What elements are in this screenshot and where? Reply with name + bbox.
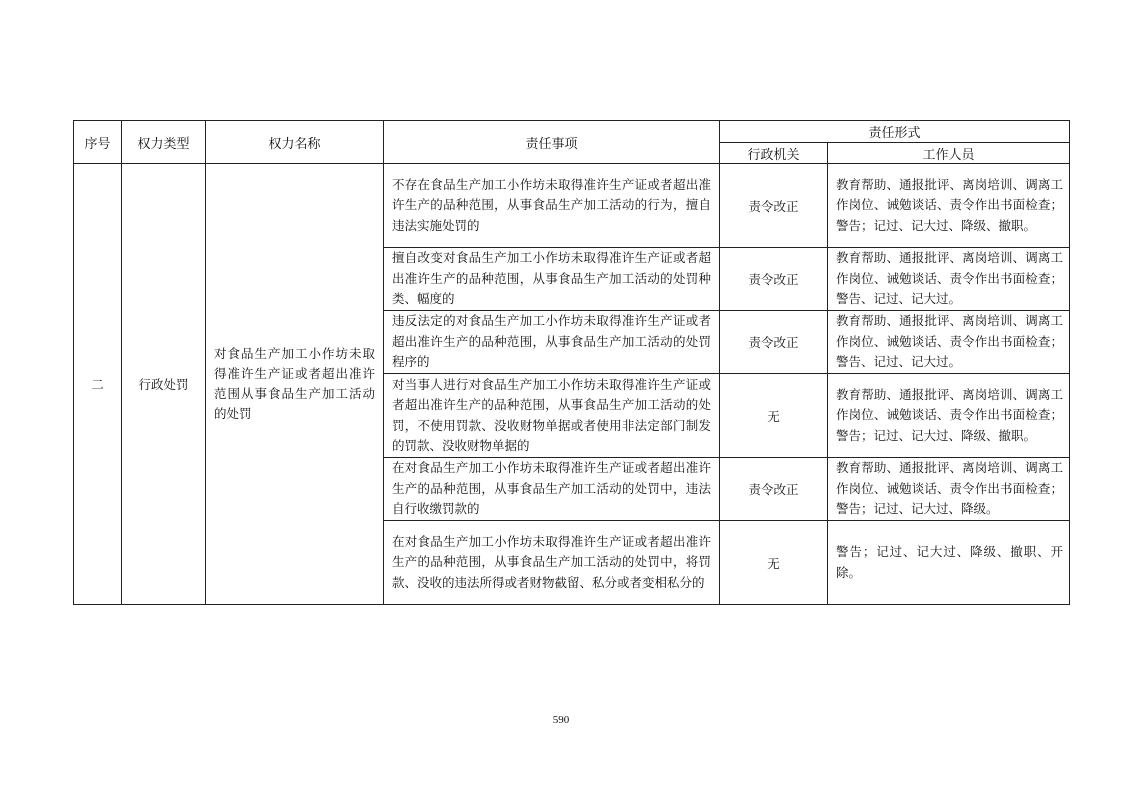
responsibility-item: 违反法定的对食品生产加工小作坊未取得准许生产证或者超出准许生产的品种范围，从事食品生产加工活动的处罚程序的 — [384, 311, 720, 374]
page-number: 590 — [552, 714, 570, 726]
responsibility-table — [73, 120, 1070, 605]
header-seq: 序号 — [74, 121, 122, 164]
responsibility-item: 在对食品生产加工小作坊未取得准许生产证或者超出准许生产的品种范围，从事食品生产加工活动的处罚中，将罚款、没收的违法所得或者财物截留、私分或者变相私分的 — [384, 521, 720, 605]
staff-measure: 教育帮助、通报批评、离岗培训、调离工作岗位、诫勉谈话、责令作出书面检查；警告；记过、记大过、降级。 — [828, 458, 1070, 521]
admin-measure: 责令改正 — [720, 248, 828, 311]
power-name-cell: 对食品生产加工小作坊未取得准许生产证或者超出准许范围从事食品生产加工活动的处罚 — [206, 164, 384, 605]
staff-measure: 教育帮助、通报批评、离岗培训、调离工作岗位、诫勉谈话、责令作出书面检查；警告；记过、记大过、降级、撤职。 — [828, 164, 1070, 248]
staff-measure: 教育帮助、通报批评、离岗培训、调离工作岗位、诫勉谈话、责令作出书面检查；警告；记过、记大过、降级、撤职。 — [828, 374, 1070, 458]
header-power-type: 权力类型 — [122, 121, 206, 164]
table-row — [74, 164, 1070, 248]
responsibility-item: 在对食品生产加工小作坊未取得准许生产证或者超出准许生产的品种范围，从事食品生产加工活动的处罚中，违法自行收缴罚款的 — [384, 458, 720, 521]
admin-measure: 责令改正 — [720, 458, 828, 521]
power-type-cell: 行政处罚 — [122, 164, 206, 605]
staff-measure: 教育帮助、通报批评、离岗培训、调离工作岗位、诫勉谈话、责令作出书面检查；警告、记过、记大过。 — [828, 248, 1070, 311]
responsibility-item: 擅自改变对食品生产加工小作坊未取得准许生产证或者超出准许生产的品种范围，从事食品生产加工活动的处罚种类、幅度的 — [384, 248, 720, 311]
responsibility-item: 不存在食品生产加工小作坊未取得准许生产证或者超出准许生产的品种范围，从事食品生产加工活动的行为，擅自违法实施处罚的 — [384, 164, 720, 248]
seq-cell: 二 — [74, 164, 122, 605]
admin-measure: 无 — [720, 374, 828, 458]
header-responsibility-form: 责任形式 — [720, 121, 1070, 143]
header-power-name: 权力名称 — [206, 121, 384, 164]
admin-measure: 责令改正 — [720, 164, 828, 248]
header-row — [74, 121, 1070, 143]
header-staff: 工作人员 — [828, 143, 1070, 164]
staff-measure: 教育帮助、通报批评、离岗培训、调离工作岗位、诫勉谈话、责令作出书面检查；警告、记过、记大过。 — [828, 311, 1070, 374]
header-admin-org: 行政机关 — [720, 143, 828, 164]
admin-measure: 责令改正 — [720, 311, 828, 374]
responsibility-item: 对当事人进行对食品生产加工小作坊未取得准许生产证或者超出准许生产的品种范围，从事食品生产加工活动的处罚，不使用罚款、没收财物单据或者使用非法定部门制发的罚款、没收财物单据的 — [384, 374, 720, 458]
header-responsibility: 责任事项 — [384, 121, 720, 164]
admin-measure: 无 — [720, 521, 828, 605]
staff-measure: 警告；记过、记大过、降级、撤职、开除。 — [828, 521, 1070, 605]
